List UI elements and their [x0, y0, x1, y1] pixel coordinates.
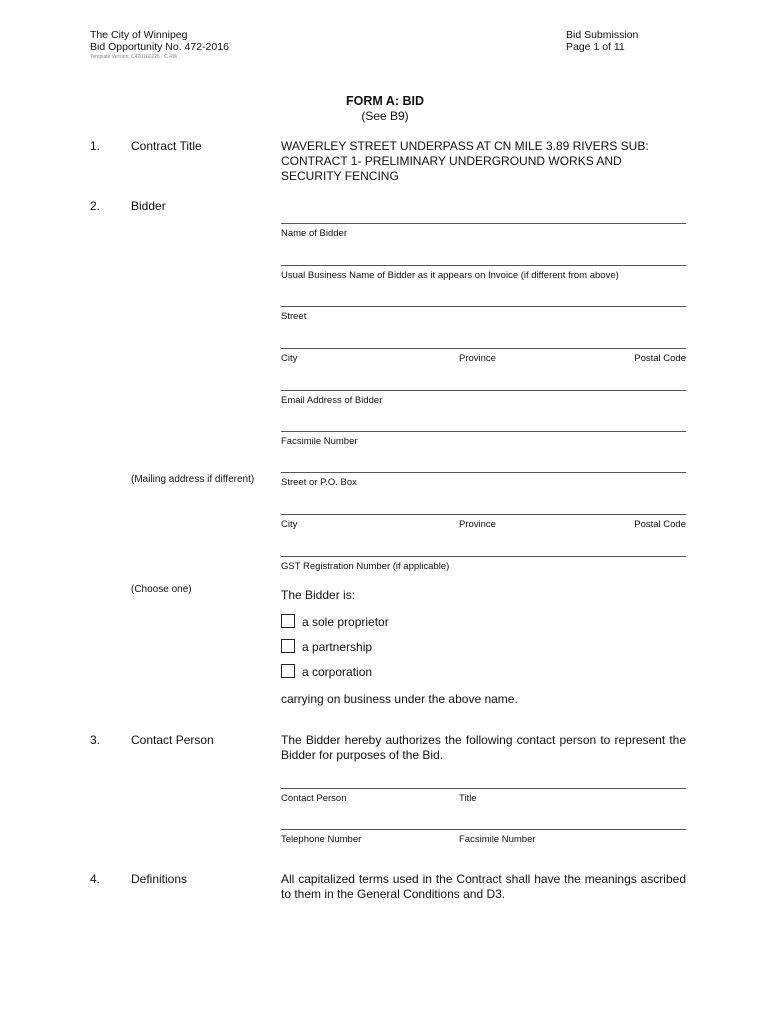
contact-fax-caption: Facsimile Number	[459, 834, 536, 845]
mailing-postal-caption: Postal Code	[634, 519, 686, 530]
sole-proprietor-label: a sole proprietor	[302, 615, 389, 629]
bidder-name-line[interactable]	[281, 223, 686, 224]
section-2-label: Bidder	[131, 199, 166, 213]
definitions-paragraph: All capitalized terms used in the Contract shall have the meanings ascribed to them in the General Conditions and D3.	[281, 872, 686, 901]
telephone-caption: Telephone Number	[281, 834, 362, 845]
form-subtitle: (See B9)	[361, 109, 409, 123]
sole-proprietor-checkbox[interactable]	[281, 614, 295, 628]
bidder-name-caption: Name of Bidder	[281, 228, 348, 239]
gst-line[interactable]	[281, 556, 686, 557]
section-1-label: Contract Title	[131, 139, 202, 153]
mailing-address-label: (Mailing address if different)	[131, 474, 255, 485]
partnership-checkbox[interactable]	[281, 639, 295, 653]
province-caption: Province	[459, 353, 496, 364]
fax-caption: Facsimile Number	[281, 436, 358, 447]
contract-title-line-3: SECURITY FENCING	[281, 169, 399, 183]
contract-title-line-1: WAVERLEY STREET UNDERPASS AT CN MILE 3.89 RIVERS SUB:	[281, 139, 649, 153]
header-bid-opportunity: Bid Opportunity No. 472-2016	[90, 41, 229, 53]
section-3-label: Contact Person	[131, 733, 214, 747]
email-line[interactable]	[281, 390, 686, 391]
header-bid-submission: Bid Submission	[566, 29, 639, 41]
contact-person-paragraph: The Bidder hereby authorizes the following contact person to represent the Bidder for purposes of the Bid.	[281, 733, 686, 762]
header-template-note: Template Version: C420160226 - C RW	[90, 54, 178, 60]
street-caption: Street	[281, 311, 307, 322]
choose-one-label: (Choose one)	[131, 584, 192, 595]
contact-person-caption: Contact Person	[281, 793, 347, 804]
carrying-on-business-text: carrying on business under the above name.	[281, 692, 518, 706]
mailing-street-line[interactable]	[281, 472, 686, 473]
city-province-postal-line[interactable]	[281, 348, 686, 349]
partnership-label: a partnership	[302, 640, 373, 654]
section-1-number: 1.	[90, 139, 101, 153]
mailing-city-line[interactable]	[281, 514, 686, 515]
contract-title-line-2: CONTRACT 1- PRELIMINARY UNDERGROUND WORKS AND	[281, 154, 622, 168]
phone-fax-line[interactable]	[281, 829, 686, 830]
fax-line[interactable]	[281, 431, 686, 432]
form-title: FORM A: BID	[346, 94, 424, 108]
section-4-number: 4.	[90, 872, 101, 886]
contact-title-line[interactable]	[281, 788, 686, 789]
mailing-city-caption: City	[281, 519, 298, 530]
usual-name-line[interactable]	[281, 265, 686, 266]
postal-code-caption: Postal Code	[634, 353, 686, 364]
usual-name-caption: Usual Business Name of Bidder as it appears on Invoice (if different from above)	[281, 270, 619, 281]
corporation-checkbox[interactable]	[281, 664, 295, 678]
gst-caption: GST Registration Number (if applicable)	[281, 561, 450, 572]
section-3-number: 3.	[90, 733, 101, 747]
city-caption: City	[281, 353, 298, 364]
mailing-province-caption: Province	[459, 519, 496, 530]
title-caption: Title	[459, 793, 477, 804]
corporation-label: a corporation	[302, 665, 373, 679]
mailing-street-caption: Street or P.O. Box	[281, 477, 357, 488]
header-city: The City of Winnipeg	[90, 29, 188, 41]
section-2-number: 2.	[90, 199, 101, 213]
section-4-label: Definitions	[131, 872, 188, 886]
street-line[interactable]	[281, 306, 686, 307]
email-caption: Email Address of Bidder	[281, 395, 383, 406]
header-page-number: Page 1 of 11	[566, 41, 625, 53]
bidder-is-text: The Bidder is:	[281, 588, 356, 602]
